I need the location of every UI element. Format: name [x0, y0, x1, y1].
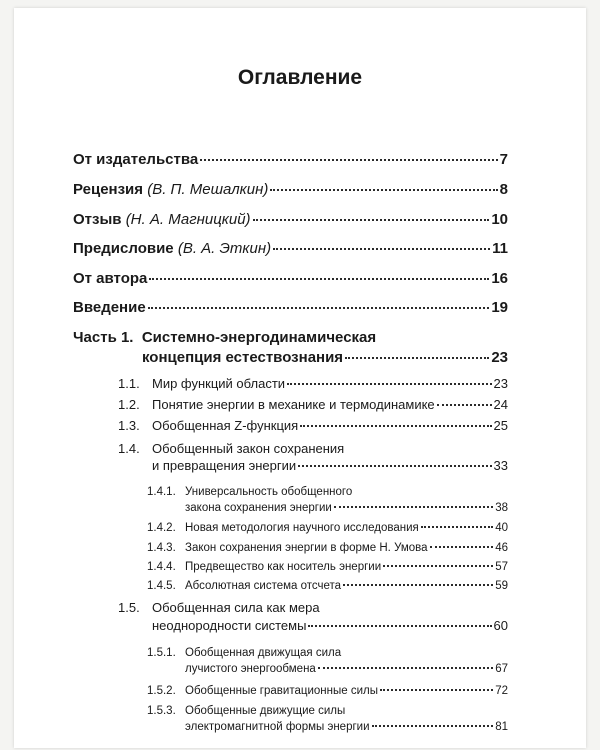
entry-page: 8 — [499, 181, 508, 198]
subsection-number: 1.4.1. — [147, 486, 176, 498]
entry-page: 72 — [495, 685, 508, 697]
toc-entry[interactable] — [73, 240, 508, 257]
subsection-number: 1.4.4. — [147, 561, 176, 573]
leader-dots — [149, 278, 489, 280]
subsection-title: Универсальность обобщенного — [185, 486, 353, 498]
subsection-title-line2: электромагнитной формы энергии — [185, 721, 370, 733]
entry-label: От автора — [73, 270, 148, 287]
toc-entry[interactable] — [147, 561, 508, 574]
leader-dots — [273, 248, 490, 250]
section-title: Мир функций области — [152, 376, 286, 391]
part-number: Часть 1. — [73, 329, 134, 346]
toc-entry[interactable] — [73, 299, 508, 316]
section-title: Понятие энергии в механике и термодинамике — [152, 397, 435, 412]
subsection-title: Предвещество как носитель энергии — [185, 561, 382, 573]
subsection-number: 1.4.2. — [147, 522, 176, 534]
subsection-title: Обобщенная движущая сила — [185, 647, 342, 659]
leader-dots — [372, 725, 494, 727]
leader-dots — [380, 689, 493, 691]
leader-dots — [308, 625, 491, 627]
section-title-line2: неоднородности системы — [152, 618, 307, 633]
toc-entry[interactable] — [152, 459, 508, 474]
toc-entry[interactable] — [142, 349, 508, 366]
part-title-line1: Системно-энергодинамическая — [141, 329, 377, 346]
section-title: Обобщенная Z-функция — [152, 418, 299, 433]
leader-dots — [287, 383, 491, 385]
entry-author: (В. П. Мешалкин) — [147, 181, 269, 198]
subsection-number: 1.5.3. — [147, 705, 176, 717]
entry-page: 24 — [493, 397, 508, 412]
subsection-number: 1.5.2. — [147, 685, 176, 697]
entry-page: 19 — [491, 299, 508, 316]
entry-page: 23 — [493, 376, 508, 391]
toc-entry[interactable] — [147, 580, 508, 593]
entry-page: 10 — [491, 211, 508, 228]
entry-page: 67 — [495, 663, 508, 675]
section-number: 1.5. — [118, 600, 140, 615]
page-title: Оглавление — [237, 66, 363, 89]
leader-dots — [334, 506, 493, 508]
subsection-title-line2: закона сохранения энергии — [185, 502, 332, 514]
leader-dots — [318, 667, 493, 669]
entry-page: 38 — [495, 502, 508, 514]
leader-dots — [437, 404, 492, 406]
section-title-line2: и превращения энергии — [152, 458, 297, 473]
toc-entry[interactable] — [73, 211, 508, 228]
toc-entry[interactable] — [118, 419, 508, 434]
leader-dots — [345, 357, 489, 359]
subsection-title: Абсолютная система отсчета — [185, 580, 342, 592]
toc-entry[interactable] — [73, 270, 508, 287]
toc-entry[interactable] — [152, 619, 508, 634]
entry-label: Введение — [73, 299, 146, 316]
entry-page: 81 — [495, 721, 508, 733]
entry-page: 11 — [492, 240, 508, 257]
book-page — [14, 8, 586, 748]
subsection-title: Обобщенные гравитационные силы — [185, 685, 378, 697]
toc-entry[interactable] — [73, 151, 508, 168]
toc-entry[interactable] — [147, 522, 508, 535]
toc-entry[interactable] — [185, 721, 508, 734]
leader-dots — [300, 425, 491, 427]
toc-entry[interactable] — [118, 398, 508, 413]
toc-entry[interactable] — [185, 663, 508, 676]
leader-dots — [343, 584, 493, 586]
entry-page: 46 — [495, 542, 508, 554]
subsection-title: Новая методология научного исследования — [185, 522, 419, 534]
leader-dots — [430, 546, 494, 548]
subsection-heading[interactable] — [147, 647, 508, 660]
leader-dots — [200, 159, 497, 161]
entry-page: 33 — [493, 458, 508, 473]
subsection-heading[interactable] — [147, 486, 508, 499]
entry-page: 57 — [495, 561, 508, 573]
entry-page: 16 — [491, 270, 508, 287]
entry-author: (Н. А. Магницкий) — [125, 211, 251, 228]
leader-dots — [148, 307, 490, 309]
leader-dots — [383, 565, 493, 567]
toc-entry[interactable] — [185, 502, 508, 515]
part-heading[interactable] — [73, 329, 508, 346]
section-number: 1.2. — [118, 397, 140, 412]
subsection-title: Закон сохранения энергии в форме Н. Умова — [185, 542, 428, 554]
entry-page: 7 — [499, 151, 508, 168]
entry-page: 25 — [493, 418, 508, 433]
part-title-line2: концепция естествознания — [142, 349, 344, 366]
subsection-number: 1.4.5. — [147, 580, 176, 592]
entry-label: Рецензия — [73, 181, 144, 198]
leader-dots — [270, 189, 497, 191]
leader-dots — [298, 465, 491, 467]
subsection-number: 1.5.1. — [147, 647, 176, 659]
entry-label: От издательства — [73, 151, 199, 168]
section-title: Обобщенная сила как мера — [152, 600, 320, 615]
entry-page: 40 — [495, 522, 508, 534]
subsection-title-line2: лучистого энергообмена — [185, 663, 316, 675]
section-number: 1.3. — [118, 418, 140, 433]
section-heading[interactable] — [118, 442, 508, 457]
entry-label: Отзыв — [73, 211, 122, 228]
leader-dots — [253, 219, 490, 221]
toc-entry[interactable] — [118, 377, 508, 392]
entry-author: (В. А. Эткин) — [177, 240, 272, 257]
entry-label: Предисловие — [73, 240, 174, 257]
leader-dots — [421, 526, 493, 528]
toc-entry[interactable] — [73, 181, 508, 198]
toc-entry[interactable] — [147, 542, 508, 555]
section-heading[interactable] — [118, 601, 508, 616]
section-number: 1.4. — [118, 441, 140, 456]
toc-entry[interactable] — [147, 685, 508, 698]
section-number: 1.1. — [118, 376, 140, 391]
subsection-number: 1.4.3. — [147, 542, 176, 554]
entry-page: 60 — [493, 618, 508, 633]
entry-page: 59 — [495, 580, 508, 592]
entry-page: 23 — [491, 349, 508, 366]
section-title: Обобщенный закон сохранения — [152, 441, 345, 456]
subsection-title: Обобщенные движущие силы — [185, 705, 346, 717]
subsection-heading[interactable] — [147, 705, 508, 718]
